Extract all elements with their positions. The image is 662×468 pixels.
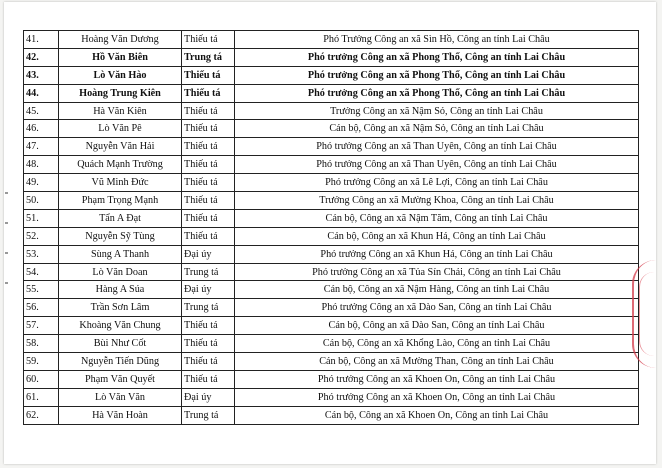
officer-rank: Thiếu tá [182, 120, 235, 138]
officer-rank: Đại úy [182, 245, 235, 263]
officer-name: Nguyễn Tiến Dũng [59, 353, 182, 371]
row-number: 52. [24, 227, 59, 245]
personnel-table [23, 30, 639, 425]
officer-name: Tẩn A Đạt [59, 209, 182, 227]
officer-position: Phó trưởng Công an xã Than Uyên, Công an tỉnh Lai Châu [235, 138, 639, 156]
officer-rank: Thiếu tá [182, 102, 235, 120]
row-number: 58. [24, 335, 59, 353]
table-row [24, 156, 639, 174]
officer-name: Hoàng Trung Kiên [59, 84, 182, 102]
officer-name: Khoàng Văn Chung [59, 317, 182, 335]
table-row [24, 370, 639, 388]
table-row [24, 353, 639, 371]
row-number: 48. [24, 156, 59, 174]
row-number: 43. [24, 66, 59, 84]
row-number: 51. [24, 209, 59, 227]
officer-position: Phó trưởng Công an xã Phong Thổ, Công an tỉnh Lai Châu [235, 84, 639, 102]
officer-name: Vũ Minh Đức [59, 174, 182, 192]
row-number: 42. [24, 48, 59, 66]
officer-name: Sùng A Thanh [59, 245, 182, 263]
table-row [24, 120, 639, 138]
row-number: 55. [24, 281, 59, 299]
officer-name: Quách Mạnh Trường [59, 156, 182, 174]
officer-position: Phó trưởng Công an xã Khoen On, Công an tỉnh Lai Châu [235, 370, 639, 388]
table-row [24, 192, 639, 210]
officer-name: Nguyễn Văn Hải [59, 138, 182, 156]
row-number: 49. [24, 174, 59, 192]
officer-rank: Thiếu tá [182, 335, 235, 353]
officer-rank: Thiếu tá [182, 227, 235, 245]
table-row [24, 84, 639, 102]
officer-position: Cán bộ, Công an xã Nậm Tăm, Công an tỉnh Lai Châu [235, 209, 639, 227]
officer-rank: Trung tá [182, 263, 235, 281]
officer-rank: Thiếu tá [182, 138, 235, 156]
table-row [24, 209, 639, 227]
officer-name: Phạm Văn Quyết [59, 370, 182, 388]
row-number: 57. [24, 317, 59, 335]
officer-rank: Thiếu tá [182, 317, 235, 335]
officer-position: Cán bộ, Công an xã Khun Há, Công an tỉnh Lai Châu [235, 227, 639, 245]
row-number: 59. [24, 353, 59, 371]
officer-rank: Trung tá [182, 48, 235, 66]
officer-rank: Thiếu tá [182, 370, 235, 388]
officer-position: Phó trưởng Công an xã Lê Lợi, Công an tỉnh Lai Châu [235, 174, 639, 192]
officer-rank: Thiếu tá [182, 209, 235, 227]
document-page [4, 2, 656, 464]
officer-position: Cán bộ, Công an xã Khoen On, Công an tỉnh Lai Châu [235, 406, 639, 424]
officer-rank: Thiếu tá [182, 353, 235, 371]
row-number: 50. [24, 192, 59, 210]
table-row [24, 138, 639, 156]
officer-name: Lò Văn Văn [59, 388, 182, 406]
row-number: 53. [24, 245, 59, 263]
officer-rank: Thiếu tá [182, 31, 235, 49]
officer-name: Trần Sơn Lâm [59, 299, 182, 317]
officer-position: Phó trưởng Công an xã Phong Thổ, Công an tỉnh Lai Châu [235, 48, 639, 66]
officer-rank: Thiếu tá [182, 174, 235, 192]
officer-name: Lò Văn Doan [59, 263, 182, 281]
officer-position: Cán bộ, Công an xã Mường Than, Công an tỉnh Lai Châu [235, 353, 639, 371]
table-row [24, 388, 639, 406]
officer-position: Cán bộ, Công an xã Khổng Lào, Công an tỉnh Lai Châu [235, 335, 639, 353]
officer-rank: Thiếu tá [182, 156, 235, 174]
officer-rank: Trung tá [182, 406, 235, 424]
officer-position: Phó Trưởng Công an xã Sìn Hồ, Công an tỉnh Lai Châu [235, 31, 639, 49]
officer-name: Lò Văn Pê [59, 120, 182, 138]
officer-position: Phó trưởng Công an xã Khun Há, Công an tỉnh Lai Châu [235, 245, 639, 263]
officer-name: Hoàng Văn Dương [59, 31, 182, 49]
table-row [24, 281, 639, 299]
row-number: 46. [24, 120, 59, 138]
officer-position: Phó trưởng Công an xã Than Uyên, Công an tỉnh Lai Châu [235, 156, 639, 174]
officer-rank: Đại úy [182, 281, 235, 299]
table-row [24, 227, 639, 245]
officer-position: Trưởng Công an xã Nậm Sỏ, Công an tỉnh Lai Châu [235, 102, 639, 120]
officer-position: Phó trưởng Công an xã Dào San, Công an tỉnh Lai Châu [235, 299, 639, 317]
officer-position: Phó trưởng Công an xã Phong Thổ, Công an tỉnh Lai Châu [235, 66, 639, 84]
row-number: 47. [24, 138, 59, 156]
officer-name: Hà Văn Hoàn [59, 406, 182, 424]
officer-name: Lò Văn Hào [59, 66, 182, 84]
officer-position: Phó trưởng Công an xã Khoen On, Công an tỉnh Lai Châu [235, 388, 639, 406]
officer-name: Hàng A Súa [59, 281, 182, 299]
table-row [24, 31, 639, 49]
table-row [24, 406, 639, 424]
row-number: 56. [24, 299, 59, 317]
officer-position: Cán bộ, Công an xã Dào San, Công an tỉnh Lai Châu [235, 317, 639, 335]
table-row [24, 263, 639, 281]
officer-position: Cán bộ, Công an xã Nậm Sỏ, Công an tỉnh Lai Châu [235, 120, 639, 138]
table-row [24, 335, 639, 353]
table-row [24, 66, 639, 84]
officer-rank: Thiếu tá [182, 192, 235, 210]
officer-position: Cán bộ, Công an xã Nậm Hàng, Công an tỉnh Lai Châu [235, 281, 639, 299]
personnel-table-body [24, 31, 639, 425]
row-number: 54. [24, 263, 59, 281]
officer-name: Bùi Như Cốt [59, 335, 182, 353]
officer-rank: Đại úy [182, 388, 235, 406]
row-number: 62. [24, 406, 59, 424]
officer-rank: Thiếu tá [182, 66, 235, 84]
row-number: 45. [24, 102, 59, 120]
officer-name: Hà Văn Kiên [59, 102, 182, 120]
row-number: 44. [24, 84, 59, 102]
red-seal-inner-ring [639, 272, 654, 356]
scan-margin-marks [4, 182, 10, 302]
table-row [24, 102, 639, 120]
officer-name: Hồ Văn Biên [59, 48, 182, 66]
row-number: 61. [24, 388, 59, 406]
row-number: 60. [24, 370, 59, 388]
officer-position: Phó trưởng Công an xã Tủa Sín Chải, Công an tỉnh Lai Châu [235, 263, 639, 281]
officer-name: Phạm Trọng Mạnh [59, 192, 182, 210]
officer-rank: Thiếu tá [182, 84, 235, 102]
officer-rank: Trung tá [182, 299, 235, 317]
table-row [24, 48, 639, 66]
table-row [24, 299, 639, 317]
officer-name: Nguyễn Sỹ Tùng [59, 227, 182, 245]
table-row [24, 317, 639, 335]
table-row [24, 245, 639, 263]
table-row [24, 174, 639, 192]
row-number: 41. [24, 31, 59, 49]
officer-position: Trưởng Công an xã Mường Khoa, Công an tỉnh Lai Châu [235, 192, 639, 210]
